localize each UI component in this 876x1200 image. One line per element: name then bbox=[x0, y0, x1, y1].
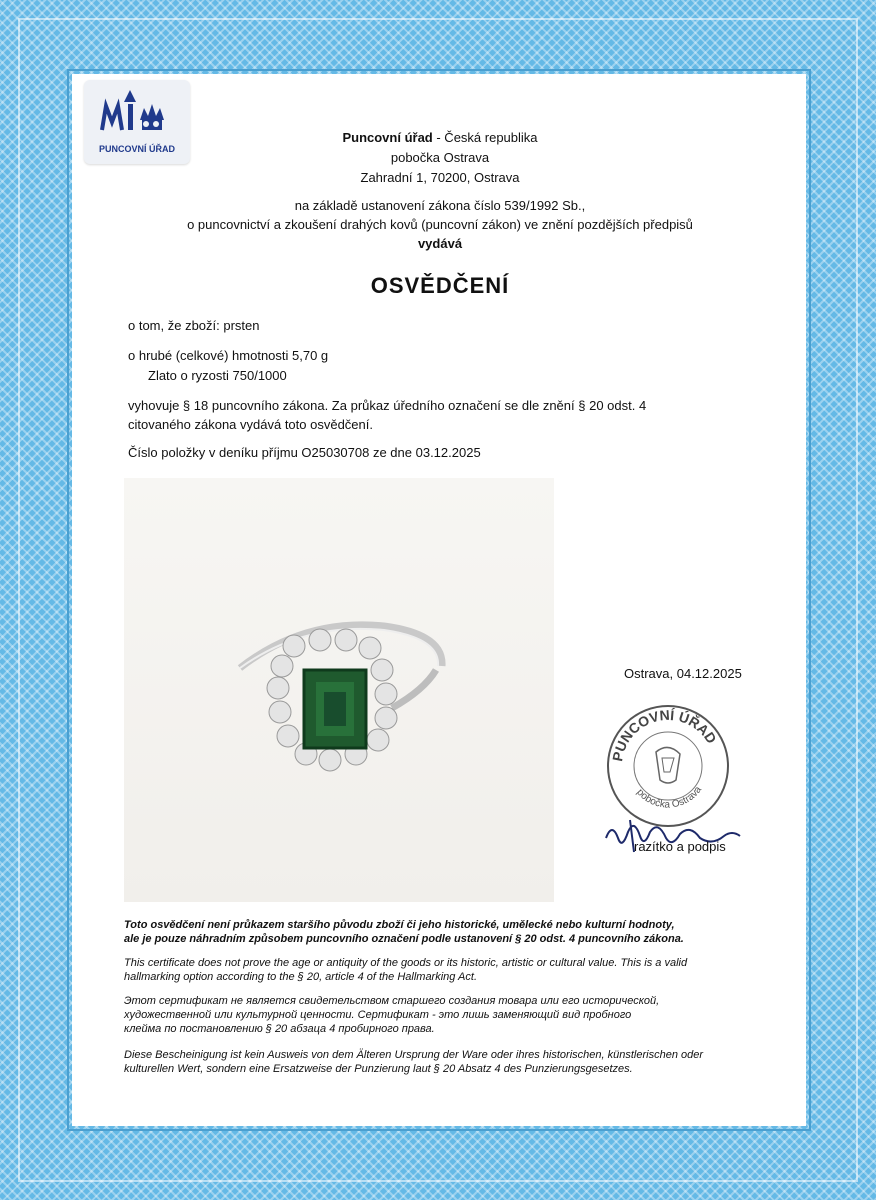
stamp-text: PUNCOVNÍ ÚŘAD bbox=[609, 706, 720, 763]
footer-en-2: hallmarking option according to the § 20, article 4 of the Hallmarking Act. bbox=[124, 971, 477, 983]
footer-de-2: kulturellen Wert, sondern eine Ersatzweise der Punzierung laut § 20 Absatz 4 des Punzierungsgesetzes. bbox=[124, 1063, 633, 1075]
issues-line: vydává bbox=[417, 236, 463, 251]
record-line: Číslo položky v deníku příjmu O25030708 ze dne 03.12.2025 bbox=[128, 445, 481, 460]
footer-cz-2: ale je pouze náhradním způsobem puncovního označení podle ustanovení § 20 odst. 4 puncovního zákona. bbox=[124, 933, 684, 945]
address-line: Zahradní 1, 70200, Ostrava bbox=[360, 170, 520, 185]
office-line bbox=[100, 128, 780, 148]
law-line-1: na základě ustanovení zákona číslo 539/1992 Sb., bbox=[294, 198, 586, 213]
ring-photo bbox=[124, 478, 554, 902]
compliance-line-1: vyhovuje § 18 puncovního zákona. Za průkaz úředního označení se dle znění § 20 odst. 4 bbox=[128, 398, 647, 413]
stamp-signature-area bbox=[600, 700, 760, 860]
office-name: Puncovní úřad bbox=[342, 130, 433, 145]
footer-de-1: Diese Bescheinigung ist kein Ausweis von dem Älteren Ursprung der Ware oder ihres historischen, künstlerischen oder bbox=[124, 1049, 704, 1061]
footer-cz-1: Toto osvědčení není průkazem staršího původu zboží či jeho historické, umělecké nebo kulturní hodnoty, bbox=[124, 919, 675, 931]
footer-en-1: This certificate does not prove the age or antiquity of the goods or its historic, artistic or cultural value. This is a valid bbox=[124, 957, 688, 969]
stamp-branch: pobočka Ostrava bbox=[634, 784, 705, 811]
item-line: o tom, že zboží: prsten bbox=[128, 318, 260, 333]
ring-image bbox=[124, 478, 554, 902]
place-date: Ostrava, 04.12.2025 bbox=[624, 666, 742, 681]
law-line-2: o puncovnictví a zkoušení drahých kovů (puncovní zákon) ve znění pozdějších předpisů bbox=[187, 217, 693, 232]
footer-ru-1: Этот сертификат не является свидетельством старшего создания товара или его исторической, bbox=[124, 995, 660, 1007]
office-country: - Česká republika bbox=[432, 130, 538, 145]
fineness-line: Zlato o ryzosti 750/1000 bbox=[148, 368, 287, 383]
logo-text: PUNCOVNÍ ÚŘAD bbox=[98, 144, 175, 154]
footer-ru-3: клейма по постановлению § 20 абзаца 4 пробирного права. bbox=[124, 1023, 435, 1035]
compliance-line-2: citovaného zákona vydává toto osvědčení. bbox=[128, 417, 373, 432]
signature-label: razítko a podpis bbox=[634, 839, 726, 854]
footer-ru-2: художественной или культурной ценности. Сертификат - это лишь заменяющий вид пробного bbox=[124, 1009, 632, 1021]
weight-line: o hrubé (celkové) hmotnosti 5,70 g bbox=[128, 348, 329, 363]
branch-line: pobočka Ostrava bbox=[390, 150, 490, 165]
certificate-title: OSVĚDČENÍ bbox=[370, 273, 510, 298]
